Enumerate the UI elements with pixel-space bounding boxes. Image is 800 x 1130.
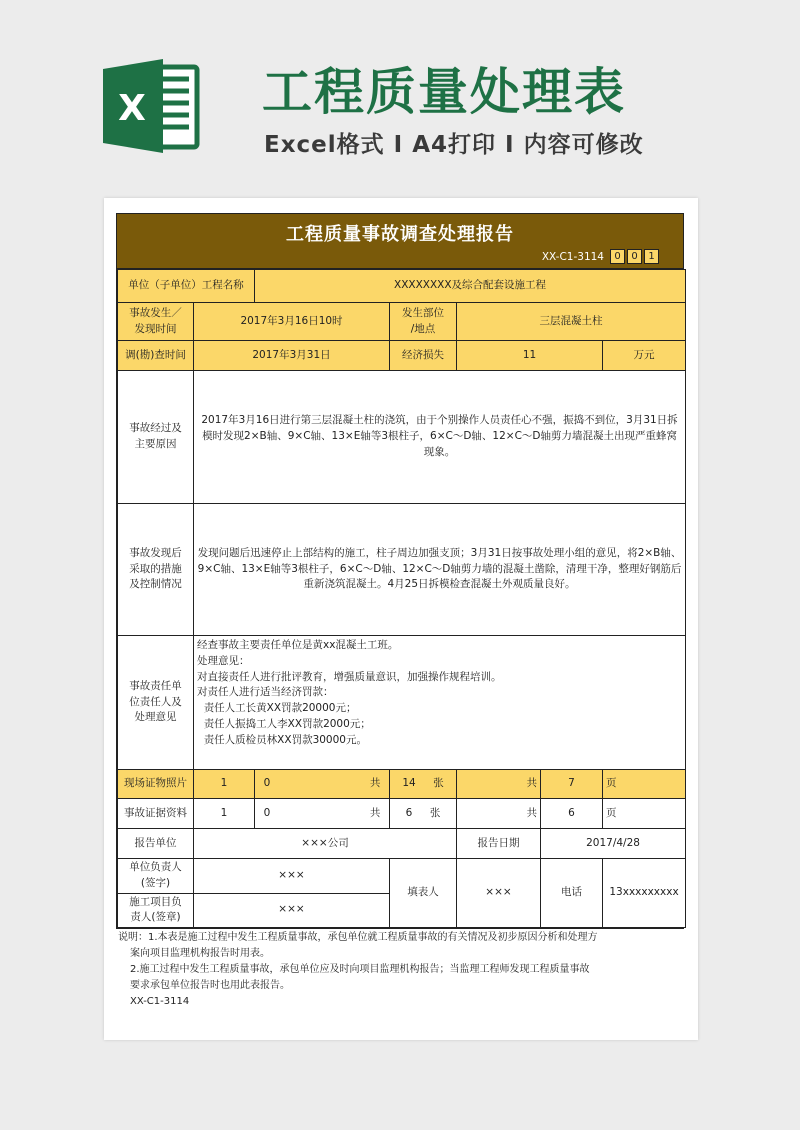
row-occur (118, 303, 686, 341)
row-head (118, 859, 686, 894)
page-title: 工程质量处理表 (262, 63, 626, 121)
photos-page-unit: 页 (603, 770, 686, 799)
note-line: 案向项目监理机构报告时用表。 (130, 948, 270, 959)
photos-count: 14 张 (390, 770, 457, 799)
photos-label: 现场证物照片 (118, 770, 194, 799)
reporter-label: 报告单位 (118, 829, 194, 859)
head-label: 单位负责人 (签字) (118, 859, 194, 894)
phone-label: 电话 (541, 859, 603, 928)
cause-label: 事故经过及 主要原因 (118, 371, 194, 504)
unit-value[interactable]: XXXXXXXX及综合配套设施工程 (255, 270, 686, 303)
row-measures (118, 504, 686, 636)
header (0, 0, 800, 200)
photos-value-1[interactable]: 1 (194, 770, 255, 799)
evidence-count: 6 张 (390, 799, 457, 829)
svg-text:X: X (118, 88, 146, 129)
page-subtitle: Excel格式 I A4打印 I 内容可修改 (264, 132, 644, 158)
unit-label: 单位（子单位）工程名称 (118, 270, 255, 303)
date-label: 报告日期 (457, 829, 541, 859)
evidence-label: 事故证据资料 (118, 799, 194, 829)
evidence-pages[interactable]: 6 (541, 799, 603, 829)
measures-label: 事故发现后 采取的措施 及控制情况 (118, 504, 194, 636)
loss-unit: 万元 (603, 341, 686, 371)
report-table (116, 213, 684, 929)
location-value[interactable]: 三层混凝土柱 (457, 303, 686, 341)
reporter-value[interactable]: ×××公司 (194, 829, 457, 859)
report-code (542, 249, 659, 264)
note-line: 说明：1.本表是施工过程中发生工程质量事故，承包单位就工程质量事故的有关情况及初步原因分析和处理方 (118, 932, 598, 943)
evidence-value-1[interactable]: 1 (194, 799, 255, 829)
responsibility-text[interactable]: 经查事故主要责任单位是黄xx混凝土工班。 处理意见： 对直接责任人进行批评教育，增强质量意识，加强操作规程培训。 对责任人进行适当经济罚款： 责任人工长黄XX罚款20000元； 责任人振捣工人李XX罚款2000元； 责任人质检员林XX罚款30000元。 (194, 636, 686, 770)
measures-text[interactable]: 发现问题后迅速停止上部结构的施工，柱子周边加强支顶；3月31日按事故处理小组的意见，将2×B轴、9×C轴、13×E轴等3根柱子，6×C～D轴、12×C～D轴剪力墙的混凝土凿除，清理干净，整理好钢筋后重新浇筑混凝土。4月25日拆模检查混凝土外观质量良好。 (194, 504, 686, 636)
location-label: 发生部位 /地点 (390, 303, 457, 341)
occur-value[interactable]: 2017年3月16日10时 (194, 303, 390, 341)
row-responsibility (118, 636, 686, 770)
responsibility-label: 事故责任单 位责任人及 处理意见 (118, 636, 194, 770)
report-code-text: XX-C1-3114 (541, 250, 604, 263)
row-evidence (118, 799, 686, 829)
note-line: 要求承包单位报告时也用此表报告。 (130, 980, 290, 991)
loss-value[interactable]: 11 (457, 341, 603, 371)
investigate-label: 调(勘)查时间 (118, 341, 194, 371)
code-digit[interactable]: 0 (627, 249, 642, 264)
note-code: XX-C1-3114 (130, 996, 190, 1007)
phone-value[interactable]: 13xxxxxxxxx (603, 859, 686, 928)
photos-value-2: 0 共 (255, 770, 390, 799)
row-unit (118, 270, 686, 303)
evidence-value-2: 0 共 (255, 799, 390, 829)
pm-label: 施工项目负 责人(签章) (118, 893, 194, 928)
occur-label: 事故发生／ 发现时间 (118, 303, 194, 341)
excel-icon (103, 57, 203, 155)
evidence-total: 共 (457, 799, 541, 829)
loss-label: 经济损失 (390, 341, 457, 371)
row-cause (118, 371, 686, 504)
photos-pages[interactable]: 7 (541, 770, 603, 799)
report-title-bar (117, 214, 683, 269)
photos-total: 共 (457, 770, 541, 799)
filler-value[interactable]: ××× (457, 859, 541, 928)
filler-label: 填表人 (390, 859, 457, 928)
report-title: 工程质量事故调查处理报告 (286, 224, 514, 245)
row-photos (118, 770, 686, 799)
pm-value[interactable]: ××× (194, 893, 390, 928)
row-investigate (118, 341, 686, 371)
row-reporter (118, 829, 686, 859)
report-grid (117, 269, 686, 928)
notes (118, 930, 678, 1010)
cause-text[interactable]: 2017年3月16日进行第三层混凝土柱的浇筑，由于个别操作人员责任心不强，振捣不到位，3月31日拆模时发现2×B轴、9×C轴、13×E轴等3根柱子，6×C～D轴、12×C～D轴剪力墙混凝土出现严重蜂窝现象。 (194, 371, 686, 504)
date-value[interactable]: 2017/4/28 (541, 829, 686, 859)
investigate-value[interactable]: 2017年3月31日 (194, 341, 390, 371)
code-digit[interactable]: 0 (610, 249, 625, 264)
head-value[interactable]: ××× (194, 859, 390, 894)
code-digit[interactable]: 1 (644, 249, 659, 264)
note-line: 2.施工过程中发生工程质量事故，承包单位应及时向项目监理机构报告；当监理工程师发现工程质量事故 (130, 964, 590, 975)
evidence-page-unit: 页 (603, 799, 686, 829)
